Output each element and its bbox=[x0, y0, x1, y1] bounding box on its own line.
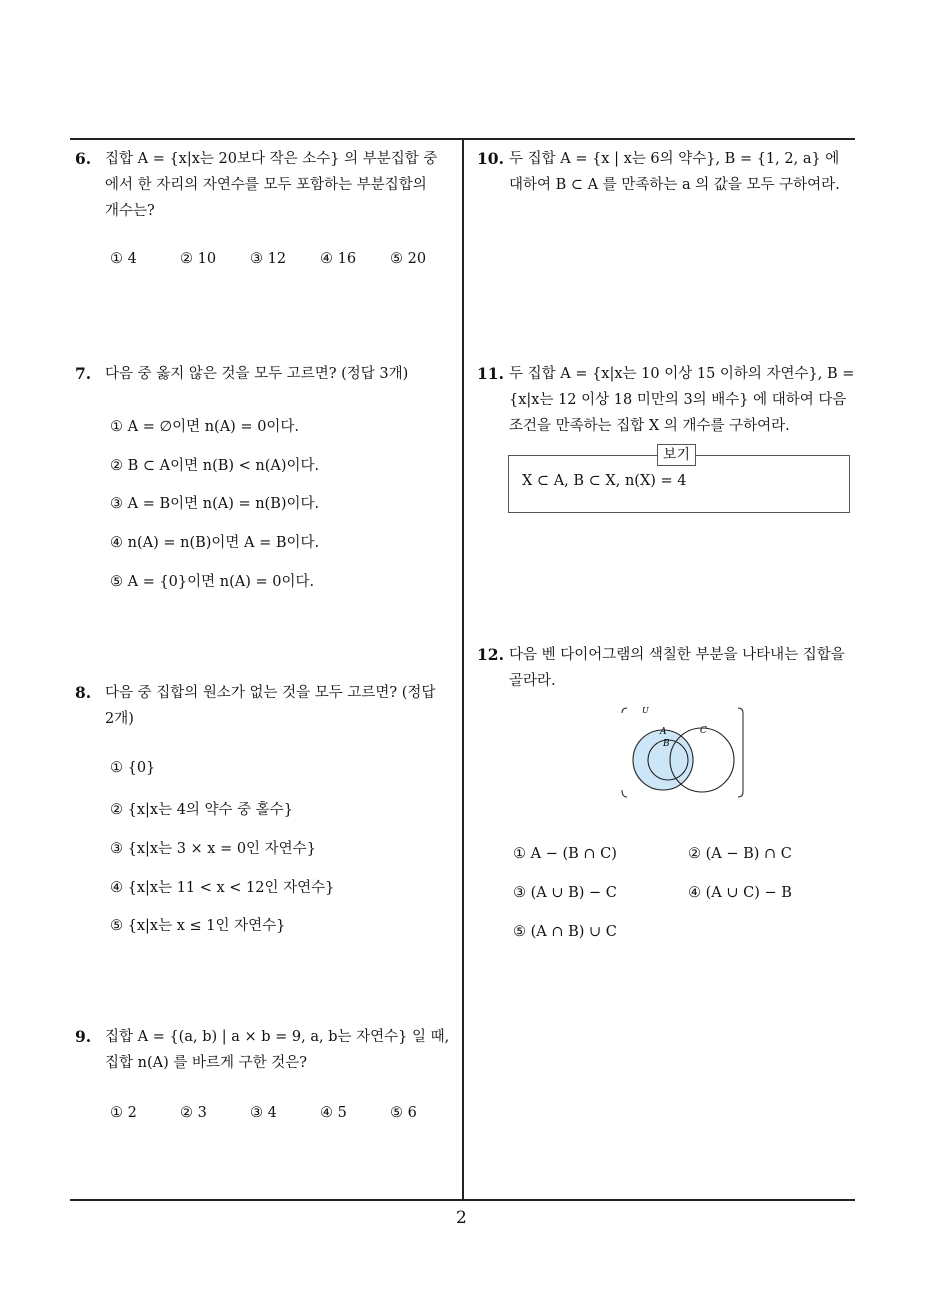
option-1[interactable]: ① {0} bbox=[110, 760, 156, 776]
question-9 bbox=[75, 1024, 460, 1080]
option-5[interactable]: ⑤ 20 bbox=[390, 251, 427, 267]
set-a-label: A bbox=[660, 727, 667, 737]
question-text-line: 대하여 B ⊂ A 를 만족하는 a 의 값을 모두 구하여라. bbox=[509, 177, 840, 193]
question-number: 6. bbox=[75, 149, 92, 168]
option-1[interactable]: ① 2 bbox=[110, 1105, 137, 1121]
option-2[interactable]: ② (A − B) ∩ C bbox=[688, 846, 792, 862]
option-5[interactable]: ⑤ 6 bbox=[390, 1105, 417, 1121]
question-text-line: 다음 벤 다이어그램의 색칠한 부분을 나타내는 집합을 bbox=[509, 647, 845, 663]
question-text-line: 에서 한 자리의 자연수를 모두 포함하는 부분집합의 bbox=[105, 177, 427, 193]
option-2[interactable]: ② 3 bbox=[180, 1105, 207, 1121]
question-number: 11. bbox=[477, 364, 504, 383]
question-text-line: 집합 n(A) 를 바르게 구한 것은? bbox=[105, 1055, 308, 1071]
option-4[interactable]: ④ (A ∪ C) − B bbox=[688, 885, 792, 901]
question-10 bbox=[477, 146, 862, 202]
question-text-line: {x|x는 12 이상 18 미만의 3의 배수} 에 대하여 다음 bbox=[509, 392, 847, 408]
page-number: 2 bbox=[456, 1208, 467, 1228]
option-3[interactable]: ③ (A ∪ B) − C bbox=[513, 885, 617, 901]
column-divider bbox=[462, 138, 464, 1200]
question-8 bbox=[75, 680, 460, 736]
question-text-line: 집합 A = {x|x는 20보다 작은 소수} 의 부분집합 중 bbox=[105, 151, 438, 167]
question-number: 12. bbox=[477, 645, 504, 664]
question-11 bbox=[477, 361, 862, 443]
set-c-label: C bbox=[700, 726, 707, 736]
question-text-line: 두 집합 A = {x|x는 10 이상 15 이하의 자연수}, B = bbox=[509, 366, 855, 382]
option-3[interactable]: ③ A = B이면 n(A) = n(B)이다. bbox=[110, 496, 320, 512]
question-text-line: 조건을 만족하는 집합 X 의 개수를 구하여라. bbox=[509, 418, 790, 434]
option-2[interactable]: ② B ⊂ A이면 n(B) < n(A)이다. bbox=[110, 458, 320, 474]
venn-diagram bbox=[618, 702, 748, 804]
option-3[interactable]: ③ {x|x는 3 × x = 0인 자연수} bbox=[110, 841, 316, 857]
option-2[interactable]: ② {x|x는 4의 약수 중 홀수} bbox=[110, 802, 294, 818]
option-2[interactable]: ② 10 bbox=[180, 251, 217, 267]
option-5[interactable]: ⑤ A = {0}이면 n(A) = 0이다. bbox=[110, 574, 315, 590]
option-3[interactable]: ③ 4 bbox=[250, 1105, 277, 1121]
option-3[interactable]: ③ 12 bbox=[250, 251, 287, 267]
question-number: 8. bbox=[75, 683, 92, 702]
question-number: 7. bbox=[75, 364, 92, 383]
set-b-label: B bbox=[663, 739, 670, 749]
question-7 bbox=[75, 361, 460, 391]
option-5[interactable]: ⑤ (A ∩ B) ∪ C bbox=[513, 924, 617, 940]
question-text-line: 다음 중 옳지 않은 것을 모두 고르면? (정답 3개) bbox=[105, 366, 409, 382]
condition-text: X ⊂ A, B ⊂ X, n(X) = 4 bbox=[522, 473, 687, 489]
option-1[interactable]: ① A − (B ∩ C) bbox=[513, 846, 617, 862]
question-text-line: 다음 중 집합의 원소가 없는 것을 모두 고르면? (정답 bbox=[105, 685, 436, 701]
universe-label: U bbox=[642, 706, 649, 715]
option-5[interactable]: ⑤ {x|x는 x ≤ 1인 자연수} bbox=[110, 918, 286, 934]
option-4[interactable]: ④ 16 bbox=[320, 251, 357, 267]
universe-border-right bbox=[738, 708, 743, 797]
option-4[interactable]: ④ 5 bbox=[320, 1105, 347, 1121]
question-number: 10. bbox=[477, 149, 504, 168]
question-text-line: 골라라. bbox=[509, 673, 556, 689]
question-text-line: 2개) bbox=[105, 711, 134, 727]
option-1[interactable]: ① A = ∅이면 n(A) = 0이다. bbox=[110, 419, 300, 435]
option-4[interactable]: ④ n(A) = n(B)이면 A = B이다. bbox=[110, 535, 320, 551]
universe-border-left bbox=[622, 708, 627, 797]
option-4[interactable]: ④ {x|x는 11 < x < 12인 자연수} bbox=[110, 880, 335, 896]
question-text-line: 집합 A = {(a, b) | a × b = 9, a, b는 자연수} 일 때, bbox=[105, 1029, 450, 1045]
condition-box-label: 보기 bbox=[657, 444, 696, 466]
bottom-rule bbox=[70, 1199, 855, 1201]
question-text-line: 두 집합 A = {x | x는 6의 약수}, B = {1, 2, a} 에 bbox=[509, 151, 840, 167]
option-1[interactable]: ① 4 bbox=[110, 251, 137, 267]
question-text-line: 개수는? bbox=[105, 203, 155, 219]
question-12 bbox=[477, 642, 862, 698]
question-number: 9. bbox=[75, 1027, 92, 1046]
